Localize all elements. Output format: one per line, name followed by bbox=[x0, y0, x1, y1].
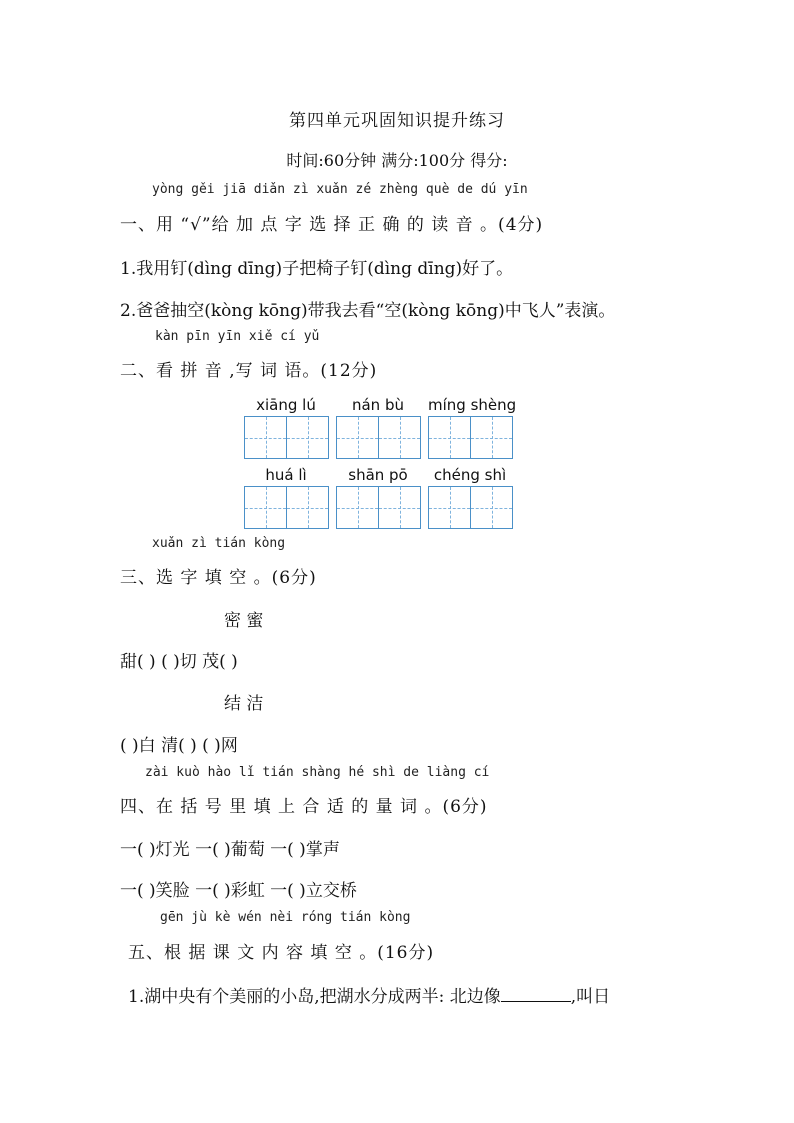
section5-heading: 五、根 据 课 文 内 容 填 空 。(16分) bbox=[128, 943, 435, 963]
writing-box[interactable] bbox=[244, 486, 287, 529]
writing-box[interactable] bbox=[286, 416, 329, 459]
word-pinyin: huá lì bbox=[265, 466, 307, 484]
measure-row-1: 一( )灯光 一( )葡萄 一( )掌声 bbox=[120, 840, 340, 860]
section3-heading: 三、选 字 填 空 。(6分) bbox=[120, 568, 317, 588]
question-text: 1.湖中央有个美丽的小岛,把湖水分成两半: 北边像 bbox=[128, 987, 501, 1007]
writing-box[interactable] bbox=[378, 486, 421, 529]
section1-pinyin: yòng gěi jiā diǎn zì xuǎn zé zhèng què de dú yīn bbox=[152, 182, 528, 197]
word-pinyin: shān pō bbox=[348, 466, 408, 484]
section4-pinyin: zài kuò hào lǐ tián shàng hé shì de liàng cí bbox=[145, 765, 490, 780]
word-pinyin: nán bù bbox=[351, 396, 404, 414]
char-pair-2: 结 洁 bbox=[224, 694, 264, 714]
fill-row-2: ( )白 清( ) ( )网 bbox=[120, 736, 238, 756]
section3-pinyin: xuǎn zì tián kòng bbox=[152, 536, 286, 551]
writing-box[interactable] bbox=[286, 486, 329, 529]
section1-question1: 1.我用钉(dìng dīng)子把椅子钉(dìng dīng)好了。 bbox=[120, 259, 514, 279]
page-title: 第四单元巩固知识提升练习 bbox=[289, 111, 505, 131]
section2-pinyin: kàn pīn yīn xiě cí yǔ bbox=[155, 329, 320, 344]
writing-box[interactable] bbox=[428, 486, 471, 529]
answer-blank[interactable] bbox=[501, 987, 571, 1002]
word-pinyin: xiāng lú bbox=[256, 396, 316, 414]
char-pair-1: 密 蜜 bbox=[224, 611, 264, 631]
exam-meta: 时间:60分钟 满分:100分 得分: bbox=[286, 151, 508, 170]
section2-heading: 二、看 拼 音 ,写 词 语。(12分) bbox=[120, 361, 378, 381]
word-pinyin: míng shèng bbox=[428, 396, 517, 414]
measure-row-2: 一( )笑脸 一( )彩虹 一( )立交桥 bbox=[120, 881, 357, 901]
section1-heading: 一、用 “√”给 加 点 字 选 择 正 确 的 读 音 。(4分) bbox=[120, 215, 544, 235]
writing-box[interactable] bbox=[470, 486, 513, 529]
section1-question2: 2.爸爸抽空(kòng kōng)带我去看“空(kòng kōng)中飞人”表演。 bbox=[120, 301, 616, 321]
question-text-cont: ,叫日 bbox=[570, 987, 611, 1007]
section5-pinyin: gēn jù kè wén nèi róng tián kòng bbox=[160, 910, 411, 925]
section5-question1 bbox=[128, 982, 610, 1007]
writing-box[interactable] bbox=[378, 416, 421, 459]
writing-box[interactable] bbox=[336, 486, 379, 529]
writing-box[interactable] bbox=[336, 416, 379, 459]
writing-box[interactable] bbox=[244, 416, 287, 459]
section4-heading: 四、在 括 号 里 填 上 合 适 的 量 词 。(6分) bbox=[120, 797, 488, 817]
writing-box[interactable] bbox=[470, 416, 513, 459]
fill-row-1: 甜( ) ( )切 茂( ) bbox=[120, 652, 238, 672]
word-pinyin: chéng shì bbox=[433, 466, 507, 484]
writing-box[interactable] bbox=[428, 416, 471, 459]
